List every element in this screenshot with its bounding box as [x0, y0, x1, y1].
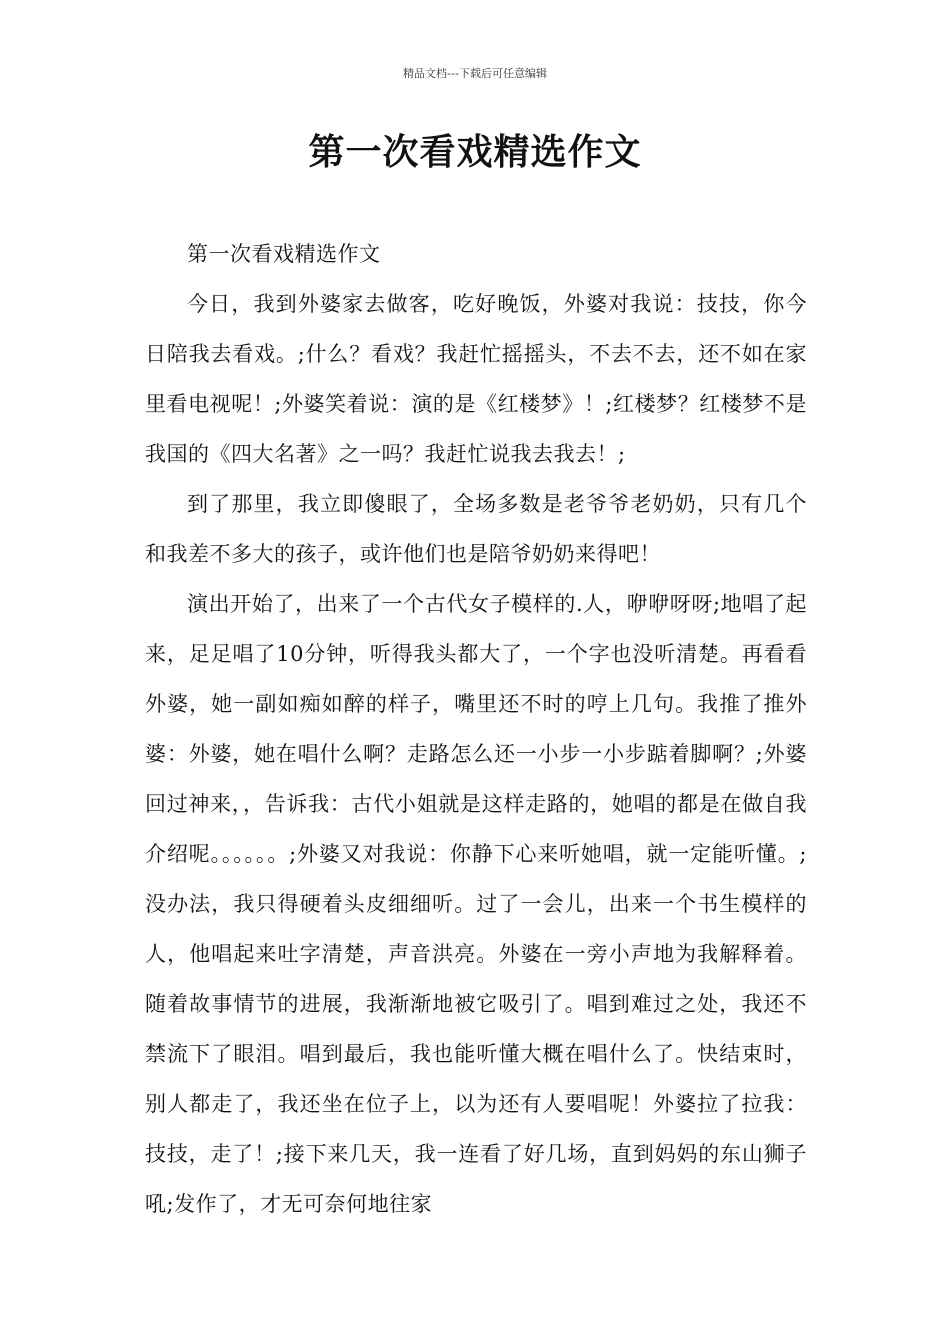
paragraph-subtitle: 第一次看戏精选作文	[187, 242, 381, 266]
paragraph-1: 今日，我到外婆家去做客，吃好晚饭，外婆对我说：技技，你今日陪我去看戏。;什么？看戏？我赶忙摇摇头，不去不去，还不如在家里看电视呢！;外婆笑着说：演的是《红楼梦》！;红楼梦？红楼梦不是我国的《四大名著》之一吗？我赶忙说我去我去！;	[145, 292, 807, 466]
document-body	[145, 229, 807, 1229]
paragraph-3: 演出开始了，出来了一个古代女子模样的.人，咿咿呀呀;地唱了起来，足足唱了10分钟，听得我头都大了，一个字也没听清楚。再看看外婆，她一副如痴如醉的样子，嘴里还不时的哼上几句。我推了推外婆：外婆，她在唱什么啊？走路怎么还一小步一小步踮着脚啊？;外婆回过神来，，告诉我：古代小姐就是这样走路的，她唱的都是在做自我介绍呢。。。。。。;外婆又对我说：你静下心来听她唱，就一定能听懂。;没办法，我只得硬着头皮细细听。过了一会儿，出来一个书生模样的人，他唱起来吐字清楚，声音洪亮。外婆在一旁小声地为我解释着。随着故事情节的进展，我渐渐地被它吸引了。唱到难过之处，我还不禁流下了眼泪。唱到最后，我也能听懂大概在唱什么了。快结束时，别人都走了，我还坐在位子上，以为还有人要唱呢！外婆拉了拉我：技技，走了！;接下来几天，我一连看了好几场，直到妈妈的东山狮子吼;发作了，才无可奈何地往家	[145, 592, 807, 1216]
page-header: 精品文档---下载后可任意编辑	[403, 67, 547, 80]
paragraph-2: 到了那里，我立即傻眼了，全场多数是老爷爷老奶奶，只有几个和我差不多大的孩子，或许他们也是陪爷奶奶来得吧！	[145, 492, 807, 566]
document-title: 第一次看戏精选作文	[308, 132, 642, 173]
